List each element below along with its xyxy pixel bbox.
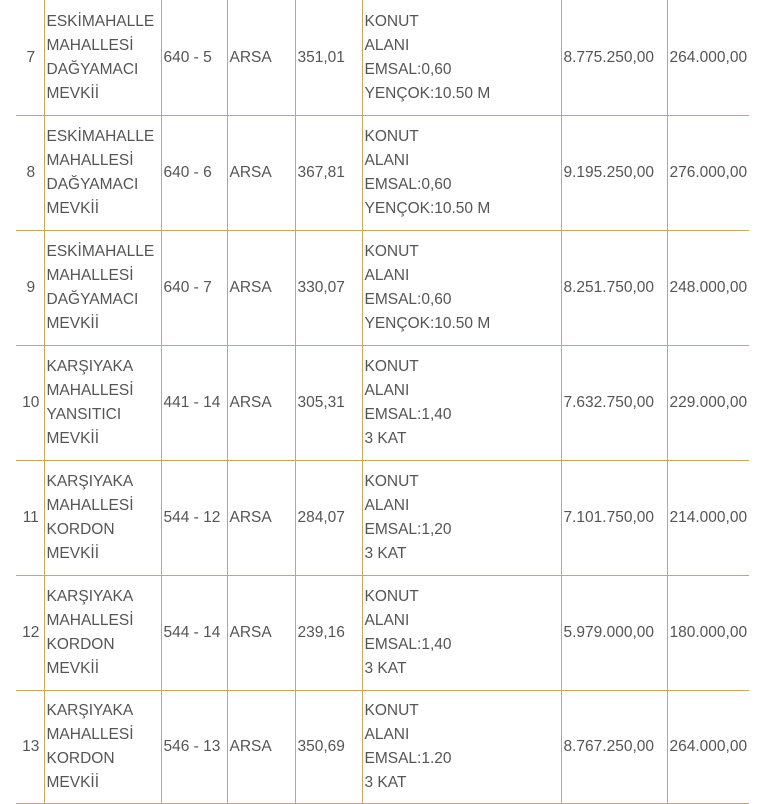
value-cell: 7.101.750,00 [561,461,667,576]
zoning-word: KONUT [364,473,419,490]
location-cell [44,231,161,346]
zoning-line: EMSAL:1.20 [364,750,452,767]
parcel-cell: 640 - 5 [161,0,227,116]
table-row [16,576,749,691]
deposit-cell: 229.000,00 [667,346,749,461]
location-line: MEVKİİ [46,545,100,562]
area-cell: 351,01 [295,0,362,116]
row-number: 8 [16,116,44,231]
zoning-line: 3 KAT [364,660,407,677]
row-number: 11 [16,461,44,576]
location-cell [44,346,161,461]
location-line: MAHALLESİ [46,726,134,743]
location-cell [44,0,161,116]
auction-table [16,0,749,804]
zoning-line: EMSAL:1,20 [364,521,452,538]
location-line: ESKİMAHALLE [46,128,155,145]
zoning-word: ALANI [364,152,410,169]
table-row [16,346,749,461]
row-number: 13 [16,691,44,804]
zoning-line: EMSAL:1,40 [364,636,452,653]
zoning-word: KONUT [364,243,419,260]
location-line: MEVKİİ [46,84,100,102]
zoning-cell [362,461,561,576]
zoning-line: YENÇOK:10.50 M [364,84,491,102]
type-cell: ARSA [227,576,295,691]
location-line: MAHALLESİ [46,612,134,629]
location-cell [44,576,161,691]
deposit-cell: 264.000,00 [667,0,749,116]
table-row [16,461,749,576]
area-cell: 305,31 [295,346,362,461]
location-line: KORDON [46,750,115,767]
location-line: MEVKİİ [46,200,100,217]
table-body [16,0,749,804]
location-line: KORDON [46,636,115,653]
zoning-word: ALANI [364,267,410,284]
zoning-cell [362,576,561,691]
type-cell: ARSA [227,231,295,346]
zoning-word: ALANI [364,36,410,54]
zoning-word: ALANI [364,612,410,629]
location-line: ESKİMAHALLE [46,243,155,260]
zoning-line: 3 KAT [364,430,407,447]
location-line: ESKİMAHALLE [46,12,155,30]
location-line: MAHALLESİ [46,382,134,399]
location-line: KARŞIYAKA [46,588,134,605]
area-cell: 284,07 [295,461,362,576]
location-line: DAĞYAMACI [46,291,139,308]
type-cell: ARSA [227,461,295,576]
zoning-line: EMSAL:0,60 [364,60,452,78]
deposit-cell: 180.000,00 [667,576,749,691]
location-line: MAHALLESİ [46,497,134,514]
zoning-cell [362,0,561,116]
zoning-word: ALANI [364,497,410,514]
zoning-line: YENÇOK:10.50 M [364,315,491,332]
zoning-word: KONUT [364,588,419,605]
location-line: MAHALLESİ [46,36,134,54]
location-line: KORDON [46,521,115,538]
value-cell: 9.195.250,00 [561,116,667,231]
zoning-line: EMSAL:0,60 [364,291,452,308]
row-number: 7 [16,0,44,116]
deposit-cell: 248.000,00 [667,231,749,346]
location-line: MEVKİİ [46,430,100,447]
area-cell: 350,69 [295,691,362,804]
deposit-cell: 264.000,00 [667,691,749,804]
location-line: KARŞIYAKA [46,473,134,490]
location-line: MEVKİİ [46,660,100,677]
location-line: MEVKİİ [46,774,100,791]
zoning-line: YENÇOK:10.50 M [364,200,491,217]
area-cell: 239,16 [295,576,362,691]
deposit-cell: 276.000,00 [667,116,749,231]
zoning-cell [362,231,561,346]
type-cell: ARSA [227,346,295,461]
location-line: KARŞIYAKA [46,358,134,375]
value-cell: 5.979.000,00 [561,576,667,691]
row-number: 9 [16,231,44,346]
value-cell: 8.775.250,00 [561,0,667,116]
location-line: MAHALLESİ [46,152,134,169]
location-line: MAHALLESİ [46,267,134,284]
zoning-word: KONUT [364,12,419,30]
parcel-cell: 640 - 6 [161,116,227,231]
row-number: 12 [16,576,44,691]
table-row [16,231,749,346]
zoning-word: KONUT [364,358,419,375]
table-row [16,691,749,804]
area-cell: 330,07 [295,231,362,346]
type-cell: ARSA [227,691,295,804]
value-cell: 8.251.750,00 [561,231,667,346]
location-line: YANSITICI [46,406,122,423]
parcel-cell: 544 - 12 [161,461,227,576]
zoning-word: ALANI [364,382,410,399]
table-row [16,116,749,231]
parcel-cell: 544 - 14 [161,576,227,691]
value-cell: 8.767.250,00 [561,691,667,804]
type-cell: ARSA [227,116,295,231]
type-cell: ARSA [227,0,295,116]
area-cell: 367,81 [295,116,362,231]
location-line: DAĞYAMACI [46,176,139,193]
parcel-cell: 441 - 14 [161,346,227,461]
zoning-line: 3 KAT [364,774,407,791]
zoning-line: 3 KAT [364,545,407,562]
location-cell [44,461,161,576]
value-cell: 7.632.750,00 [561,346,667,461]
location-line: KARŞIYAKA [46,702,134,719]
table-row [16,0,749,116]
location-line: MEVKİİ [46,315,100,332]
location-cell [44,116,161,231]
zoning-cell [362,691,561,804]
location-line: DAĞYAMACI [46,60,139,78]
zoning-word: KONUT [364,702,419,719]
row-number: 10 [16,346,44,461]
location-cell [44,691,161,804]
zoning-cell [362,116,561,231]
zoning-cell [362,346,561,461]
deposit-cell: 214.000,00 [667,461,749,576]
zoning-line: EMSAL:1,40 [364,406,452,423]
zoning-word: KONUT [364,128,419,145]
zoning-word: ALANI [364,726,410,743]
parcel-cell: 640 - 7 [161,231,227,346]
parcel-cell: 546 - 13 [161,691,227,804]
zoning-line: EMSAL:0,60 [364,176,452,193]
